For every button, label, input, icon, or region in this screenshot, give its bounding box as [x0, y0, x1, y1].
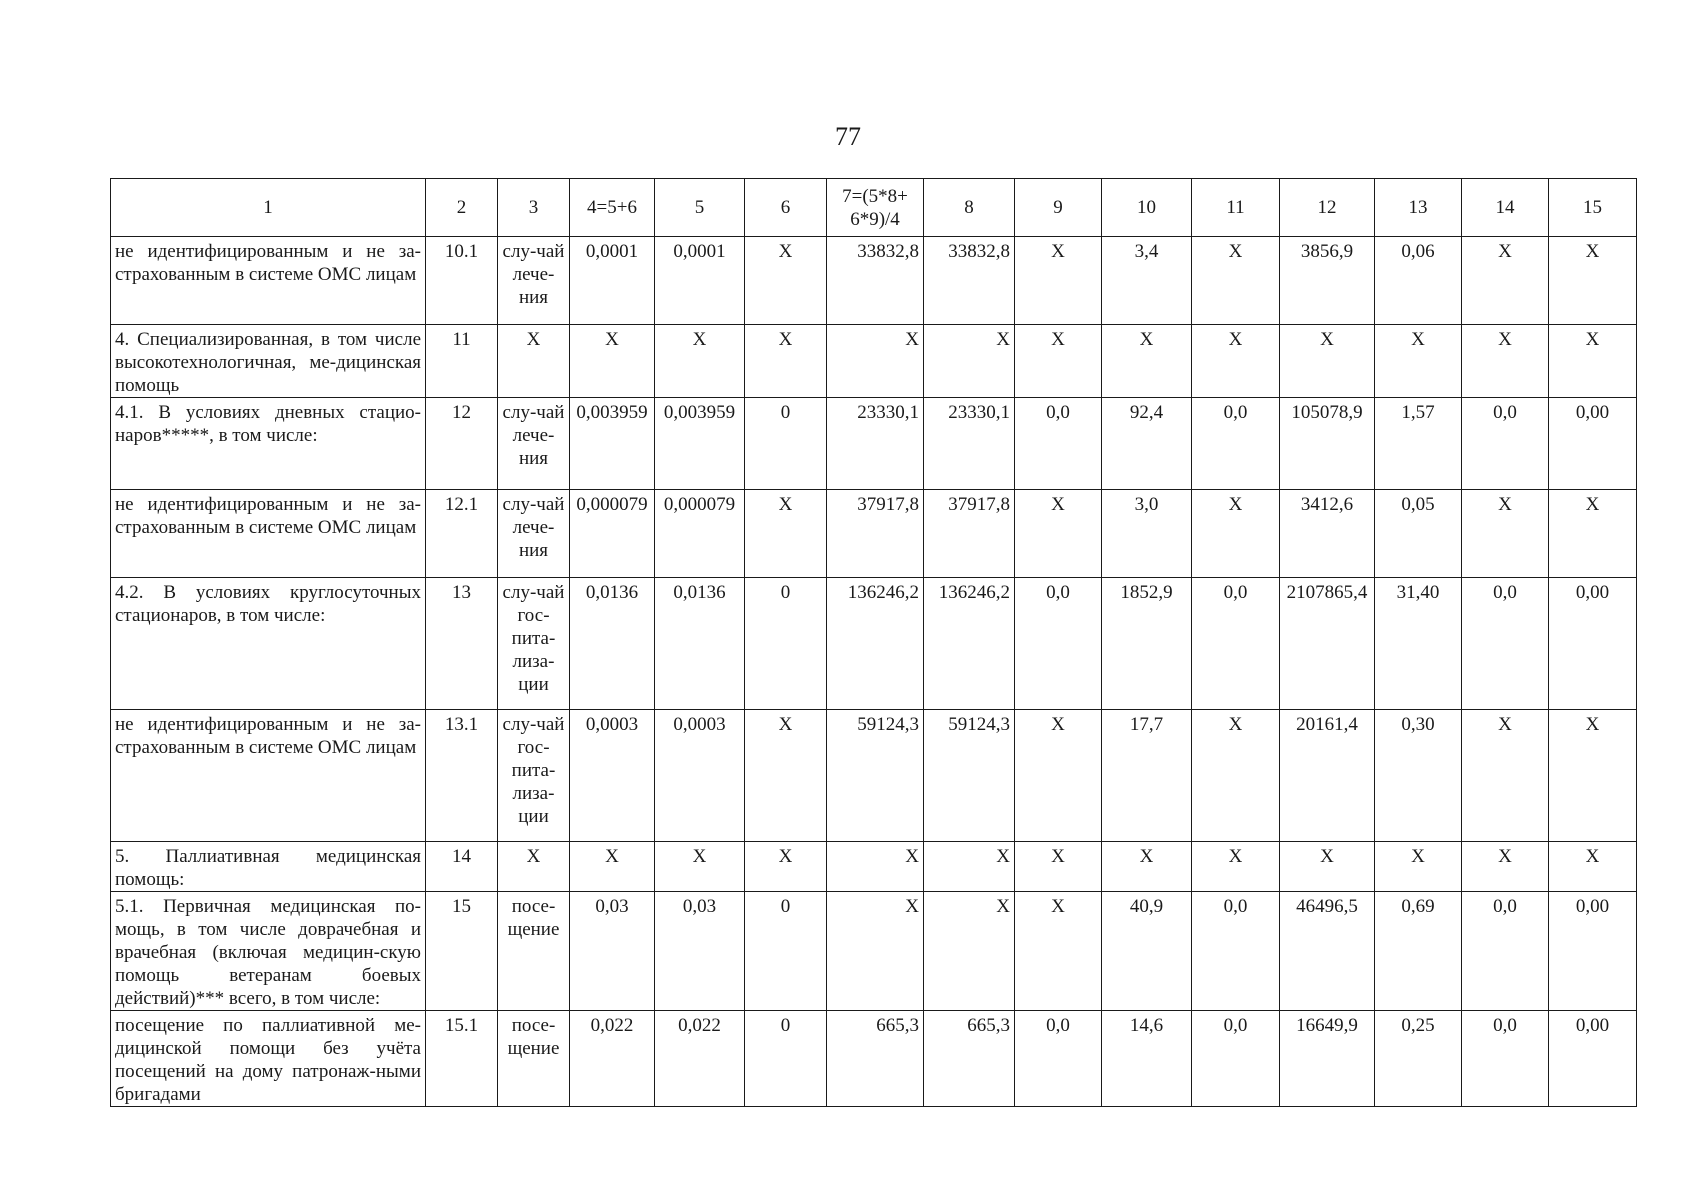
value-cell-col-12: 16649,9 [1280, 1011, 1375, 1107]
value-cell-col-14: X [1462, 237, 1549, 325]
value-cell-col-11: X [1192, 842, 1280, 892]
value-cell-col-11: X [1192, 490, 1280, 578]
value-cell-col-13: 1,57 [1375, 398, 1462, 490]
row-unit-cell: X [498, 842, 570, 892]
value-cell-col-5: 0,003959 [655, 398, 745, 490]
value-cell-col-11: 0,0 [1192, 578, 1280, 710]
value-cell-col-12: 2107865,4 [1280, 578, 1375, 710]
value-cell-col-5: 0,0001 [655, 237, 745, 325]
row-number-cell: 12.1 [426, 490, 498, 578]
value-cell-col-4: X [570, 325, 655, 398]
value-cell-col-9: X [1015, 237, 1102, 325]
table-row [111, 892, 1637, 1011]
page-number: 77 [835, 122, 861, 151]
row-number-cell: 13 [426, 578, 498, 710]
value-cell-col-11: 0,0 [1192, 1011, 1280, 1107]
value-cell-col-6: 0 [745, 892, 827, 1011]
value-cell-col-15: 0,00 [1549, 578, 1637, 710]
value-cell-col-4: 0,000079 [570, 490, 655, 578]
value-cell-col-13: 31,40 [1375, 578, 1462, 710]
value-cell-col-4: 0,0003 [570, 710, 655, 842]
row-number-cell: 13.1 [426, 710, 498, 842]
value-cell-col-9: X [1015, 892, 1102, 1011]
value-cell-col-12: 46496,5 [1280, 892, 1375, 1011]
row-name-cell: не идентифицированным и не за-страхованным в системе ОМС лицам [111, 237, 426, 325]
row-name-cell: 4. Специализированная, в том числе высокотехнологичная, ме-дицинская помощь [111, 325, 426, 398]
value-cell-col-5: X [655, 325, 745, 398]
value-cell-col-10: 14,6 [1102, 1011, 1192, 1107]
row-unit-cell: посе-щение [498, 1011, 570, 1107]
value-cell-col-11: X [1192, 325, 1280, 398]
value-cell-col-8: X [924, 842, 1015, 892]
table-row [111, 710, 1637, 842]
value-cell-col-13: 0,69 [1375, 892, 1462, 1011]
col-header-15: 15 [1549, 179, 1637, 237]
col-header-14: 14 [1462, 179, 1549, 237]
value-cell-col-11: X [1192, 710, 1280, 842]
value-cell-col-13: 0,05 [1375, 490, 1462, 578]
row-name-cell: посещение по паллиативной ме-дицинской помощи без учёта посещений на дому патронаж-ными бригадами [111, 1011, 426, 1107]
value-cell-col-15: X [1549, 710, 1637, 842]
value-cell-col-10: X [1102, 842, 1192, 892]
col-header-10: 10 [1102, 179, 1192, 237]
value-cell-col-7: X [827, 892, 924, 1011]
value-cell-col-10: X [1102, 325, 1192, 398]
value-cell-col-4: 0,022 [570, 1011, 655, 1107]
row-name-cell: 4.2. В условиях круглосуточных стационаров, в том числе: [111, 578, 426, 710]
value-cell-col-10: 92,4 [1102, 398, 1192, 490]
col-header-6: 6 [745, 179, 827, 237]
value-cell-col-6: 0 [745, 578, 827, 710]
value-cell-col-11: X [1192, 237, 1280, 325]
value-cell-col-10: 3,0 [1102, 490, 1192, 578]
value-cell-col-7: 59124,3 [827, 710, 924, 842]
value-cell-col-10: 1852,9 [1102, 578, 1192, 710]
value-cell-col-15: 0,00 [1549, 1011, 1637, 1107]
table-row [111, 1011, 1637, 1107]
col-header-12: 12 [1280, 179, 1375, 237]
row-unit-cell: посе-щение [498, 892, 570, 1011]
value-cell-col-13: 0,25 [1375, 1011, 1462, 1107]
row-name-cell: 5.1. Первичная медицинская по-мощь, в том числе доврачебная и врачебная (включая медицин-скую помощь ветеранам боевых действий)*** всего, в том числе: [111, 892, 426, 1011]
value-cell-col-15: X [1549, 325, 1637, 398]
table-row [111, 237, 1637, 325]
value-cell-col-12: 105078,9 [1280, 398, 1375, 490]
value-cell-col-15: 0,00 [1549, 398, 1637, 490]
col-header-3: 3 [498, 179, 570, 237]
col-header-9: 9 [1015, 179, 1102, 237]
value-cell-col-7: 665,3 [827, 1011, 924, 1107]
value-cell-col-5: 0,0003 [655, 710, 745, 842]
value-cell-col-5: 0,000079 [655, 490, 745, 578]
col-header-1: 1 [111, 179, 426, 237]
value-cell-col-9: 0,0 [1015, 1011, 1102, 1107]
value-cell-col-12: X [1280, 842, 1375, 892]
value-cell-col-9: X [1015, 325, 1102, 398]
value-cell-col-6: X [745, 237, 827, 325]
table-row [111, 842, 1637, 892]
col-header-8: 8 [924, 179, 1015, 237]
value-cell-col-14: 0,0 [1462, 892, 1549, 1011]
value-cell-col-4: X [570, 842, 655, 892]
value-cell-col-10: 3,4 [1102, 237, 1192, 325]
row-unit-cell: слу-чай лече-ния [498, 490, 570, 578]
value-cell-col-8: 665,3 [924, 1011, 1015, 1107]
value-cell-col-8: 59124,3 [924, 710, 1015, 842]
row-unit-cell: слу-чай лече-ния [498, 237, 570, 325]
table-row [111, 578, 1637, 710]
value-cell-col-5: 0,022 [655, 1011, 745, 1107]
value-cell-col-14: X [1462, 490, 1549, 578]
value-cell-col-13: X [1375, 325, 1462, 398]
value-cell-col-15: X [1549, 842, 1637, 892]
value-cell-col-8: 136246,2 [924, 578, 1015, 710]
value-cell-col-7: X [827, 325, 924, 398]
value-cell-col-6: X [745, 490, 827, 578]
header-row [111, 179, 1637, 237]
row-unit-cell: слу-чай гос-пита-лиза-ции [498, 578, 570, 710]
value-cell-col-8: X [924, 892, 1015, 1011]
col-header-2: 2 [426, 179, 498, 237]
col-header-7: 7=(5*8+ 6*9)/4 [827, 179, 924, 237]
value-cell-col-10: 17,7 [1102, 710, 1192, 842]
value-cell-col-13: X [1375, 842, 1462, 892]
row-unit-cell: слу-чай гос-пита-лиза-ции [498, 710, 570, 842]
value-cell-col-11: 0,0 [1192, 892, 1280, 1011]
value-cell-col-7: 23330,1 [827, 398, 924, 490]
table-row [111, 398, 1637, 490]
value-cell-col-6: X [745, 325, 827, 398]
row-name-cell: 5. Паллиативная медицинская помощь: [111, 842, 426, 892]
row-name-cell: не идентифицированным и не за-страхованным в системе ОМС лицам [111, 490, 426, 578]
value-cell-col-9: X [1015, 490, 1102, 578]
value-cell-col-6: X [745, 710, 827, 842]
value-cell-col-11: 0,0 [1192, 398, 1280, 490]
row-name-cell: не идентифицированным и не за-страхованным в системе ОМС лицам [111, 710, 426, 842]
col-header-13: 13 [1375, 179, 1462, 237]
row-number-cell: 15.1 [426, 1011, 498, 1107]
value-cell-col-5: X [655, 842, 745, 892]
value-cell-col-15: X [1549, 490, 1637, 578]
value-cell-col-13: 0,30 [1375, 710, 1462, 842]
value-cell-col-12: 3856,9 [1280, 237, 1375, 325]
value-cell-col-5: 0,0136 [655, 578, 745, 710]
value-cell-col-8: 33832,8 [924, 237, 1015, 325]
value-cell-col-13: 0,06 [1375, 237, 1462, 325]
row-number-cell: 12 [426, 398, 498, 490]
table-row [111, 490, 1637, 578]
row-number-cell: 14 [426, 842, 498, 892]
value-cell-col-8: 37917,8 [924, 490, 1015, 578]
row-unit-cell: слу-чай лече-ния [498, 398, 570, 490]
value-cell-col-14: X [1462, 710, 1549, 842]
value-cell-col-7: X [827, 842, 924, 892]
value-cell-col-14: X [1462, 325, 1549, 398]
data-table [110, 178, 1637, 1107]
value-cell-col-8: 23330,1 [924, 398, 1015, 490]
value-cell-col-7: 33832,8 [827, 237, 924, 325]
value-cell-col-7: 136246,2 [827, 578, 924, 710]
value-cell-col-14: 0,0 [1462, 1011, 1549, 1107]
value-cell-col-6: 0 [745, 398, 827, 490]
value-cell-col-6: 0 [745, 1011, 827, 1107]
value-cell-col-4: 0,0001 [570, 237, 655, 325]
col-header-11: 11 [1192, 179, 1280, 237]
row-number-cell: 11 [426, 325, 498, 398]
value-cell-col-7: 37917,8 [827, 490, 924, 578]
value-cell-col-14: 0,0 [1462, 398, 1549, 490]
value-cell-col-6: X [745, 842, 827, 892]
value-cell-col-15: 0,00 [1549, 892, 1637, 1011]
value-cell-col-15: X [1549, 237, 1637, 325]
value-cell-col-5: 0,03 [655, 892, 745, 1011]
col-header-5: 5 [655, 179, 745, 237]
value-cell-col-14: 0,0 [1462, 578, 1549, 710]
value-cell-col-10: 40,9 [1102, 892, 1192, 1011]
row-name-cell: 4.1. В условиях дневных стацио-наров*****, в том числе: [111, 398, 426, 490]
value-cell-col-12: X [1280, 325, 1375, 398]
value-cell-col-12: 3412,6 [1280, 490, 1375, 578]
value-cell-col-4: 0,003959 [570, 398, 655, 490]
row-number-cell: 15 [426, 892, 498, 1011]
value-cell-col-9: X [1015, 710, 1102, 842]
col-header-4: 4=5+6 [570, 179, 655, 237]
value-cell-col-12: 20161,4 [1280, 710, 1375, 842]
row-unit-cell: X [498, 325, 570, 398]
value-cell-col-4: 0,0136 [570, 578, 655, 710]
table-body [111, 237, 1637, 1107]
value-cell-col-4: 0,03 [570, 892, 655, 1011]
table-row [111, 325, 1637, 398]
value-cell-col-9: X [1015, 842, 1102, 892]
value-cell-col-9: 0,0 [1015, 578, 1102, 710]
value-cell-col-14: X [1462, 842, 1549, 892]
value-cell-col-9: 0,0 [1015, 398, 1102, 490]
row-number-cell: 10.1 [426, 237, 498, 325]
value-cell-col-8: X [924, 325, 1015, 398]
